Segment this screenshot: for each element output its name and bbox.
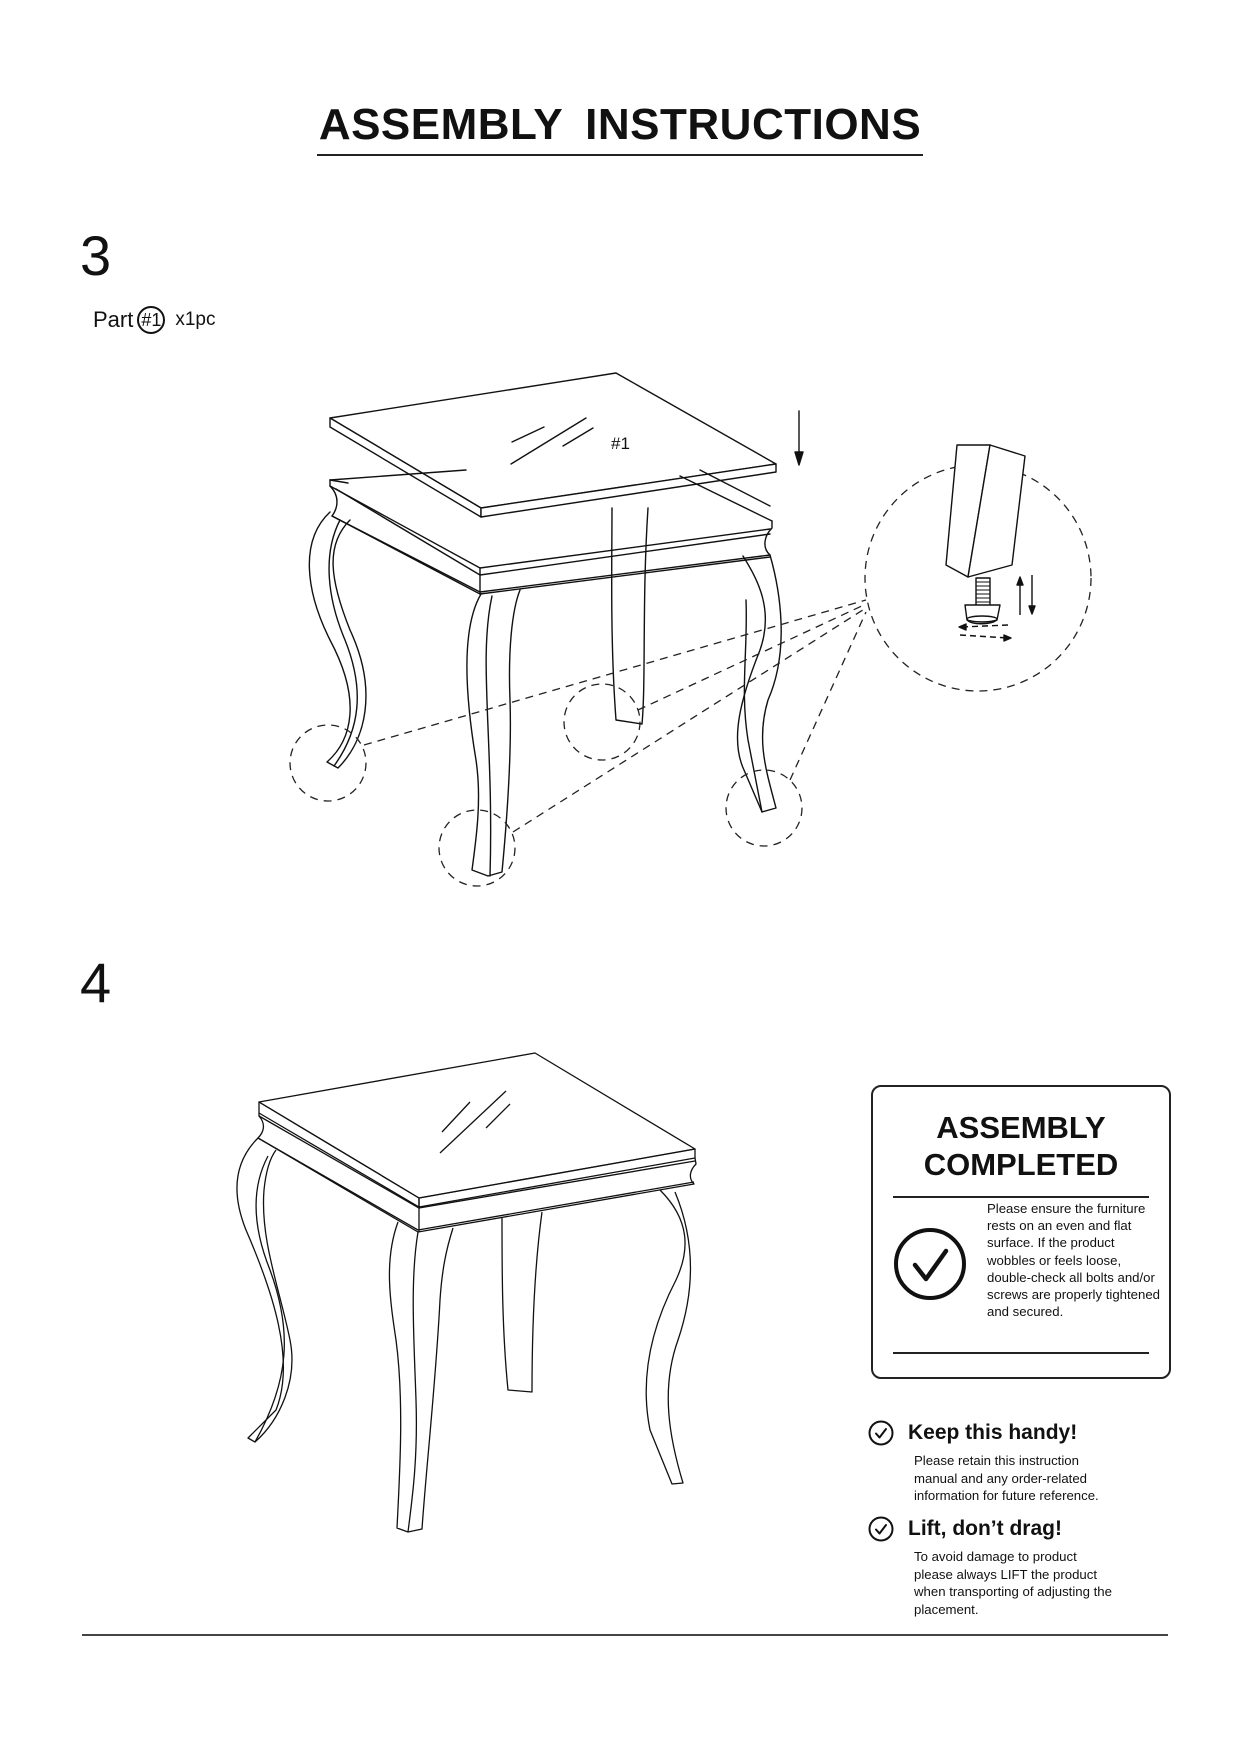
divider xyxy=(893,1196,1149,1198)
glass-top-panel xyxy=(330,373,776,517)
tip-lift-dont-drag xyxy=(868,1516,1188,1618)
check-circle-icon xyxy=(893,1227,967,1301)
left-leg xyxy=(309,512,366,768)
tip-keep-handy xyxy=(868,1420,1188,1505)
tip-body: To avoid damage to product please always LIFT the product when transporting of adjusting the placement. xyxy=(914,1549,1112,1617)
down-arrow-icon xyxy=(795,411,803,465)
back-leg xyxy=(612,508,648,724)
callout-circle-right-leg xyxy=(726,770,802,846)
assembly-completed-text: Please ensure the furniture rests on an even and flat surface. If the product wobbles or feels loose, double-check all bolts and/or screws are properly tightened and secured. xyxy=(987,1201,1160,1320)
tip-body: Please retain this instruction manual and any order-related information for future reference. xyxy=(914,1453,1099,1503)
check-circle-icon xyxy=(868,1516,894,1542)
assembly-completed-box xyxy=(871,1085,1171,1379)
part-prefix: Part xyxy=(93,307,134,332)
step-number-4: 4 xyxy=(80,951,112,1014)
adjustable-foot-detail xyxy=(946,445,1035,641)
tip-heading: Lift, don’t drag! xyxy=(908,1517,1062,1540)
part-id-badge: #1 xyxy=(137,306,165,334)
tip-heading: Keep this handy! xyxy=(908,1421,1078,1444)
page-title-text: ASSEMBLY INSTRUCTIONS xyxy=(317,100,923,156)
divider xyxy=(893,1352,1149,1354)
front-leg xyxy=(467,590,520,876)
part-quantity: x1pc xyxy=(175,309,216,330)
check-circle-icon xyxy=(868,1420,894,1446)
footer-divider xyxy=(82,1634,1168,1636)
step-number-3: 3 xyxy=(80,224,112,287)
assembly-completed-title: ASSEMBLY COMPLETED xyxy=(923,1110,1119,1182)
glass-top-label: #1 xyxy=(611,434,630,453)
step-4-diagram xyxy=(220,1040,740,1560)
